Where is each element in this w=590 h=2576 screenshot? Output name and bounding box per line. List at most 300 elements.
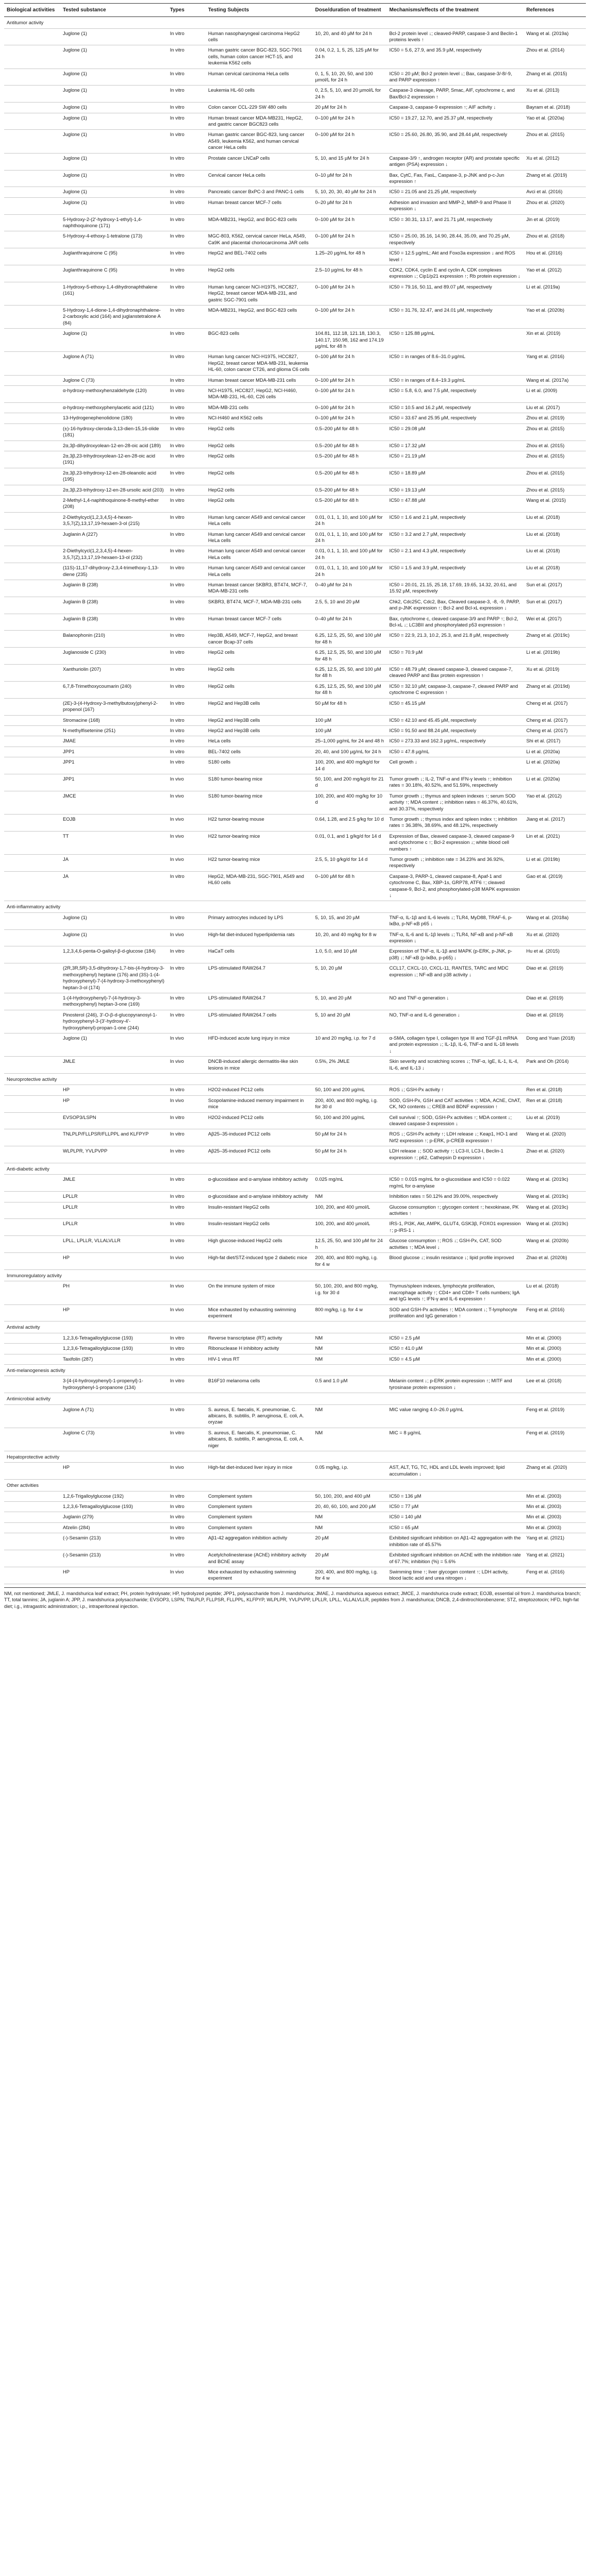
cell-mechanism: ROS ↓; GSH-Px activity ↑; LDH release ↓; Keap1, HO-1 and Nrf2 expression ↑; p-ERK, p-CREB expression ↑ — [387, 1129, 524, 1146]
cell-reference: Feng et al. (2016) — [524, 1567, 586, 1584]
section-title: Antiviral activity — [4, 1321, 586, 1333]
cell-mechanism: IC50 = 12.5 µg/mL; Akt and Foxo3a expression ↓ and ROS level ↑ — [387, 248, 524, 265]
cell-subjects: HepG2 cells — [206, 648, 313, 665]
cell-activity — [4, 580, 60, 597]
cell-type: In vitro — [167, 1428, 206, 1451]
table-row — [4, 1533, 586, 1550]
cell-mechanism: Glucose consumption ↑; ROS ↓; GSH-Px, CAT, SOD activities ↑; MDA level ↓ — [387, 1236, 524, 1253]
cell-activity — [4, 231, 60, 248]
cell-reference: Zhou et al. (2019) — [524, 413, 586, 423]
cell-reference: Wang et al. (2020) — [524, 1129, 586, 1146]
cell-reference: Li et al. (2020a) — [524, 757, 586, 774]
section-title: Neuroprotective activity — [4, 1073, 586, 1084]
cell-reference: Liu et al. (2018) — [524, 563, 586, 580]
cell-mechanism: Chk2, Cdc25C, Cdc2, Bax, Cleaved caspase-3, -8, -9, PARP, and p-JNK expression ↑; Bcl-2 and Bcl-xL expression ↓ — [387, 597, 524, 614]
section-row — [4, 1163, 586, 1175]
cell-reference: Li et al. (2019b) — [524, 855, 586, 872]
cell-type: In vitro — [167, 580, 206, 597]
cell-subjects: High-fat diet-induced liver injury in mice — [206, 1463, 313, 1480]
cell-subjects: BEL-7402 cells — [206, 747, 313, 757]
cell-substance: JPP1 — [60, 774, 167, 791]
cell-activity — [4, 681, 60, 698]
table-row — [4, 1567, 586, 1584]
table-row — [4, 1333, 586, 1343]
cell-activity — [4, 1333, 60, 1343]
cell-activity — [4, 1175, 60, 1192]
table-row — [4, 1057, 586, 1074]
cell-mechanism: IC50 = 140 µM — [387, 1512, 524, 1522]
cell-activity — [4, 1146, 60, 1163]
cell-reference: Yang et al. (2021) — [524, 1533, 586, 1550]
cell-mechanism: IC50 = 45.15 µM — [387, 698, 524, 715]
cell-dose: 0.025 mg/mL — [313, 1175, 387, 1192]
cell-substance: JA — [60, 871, 167, 901]
cell-mechanism: IC50 = 21.19 µM — [387, 451, 524, 468]
table-row — [4, 265, 586, 282]
table-row — [4, 1253, 586, 1270]
cell-activity — [4, 440, 60, 451]
cell-type: In vivo — [167, 929, 206, 946]
cell-reference: Dong and Yuan (2018) — [524, 1033, 586, 1056]
table-row — [4, 725, 586, 736]
cell-activity — [4, 747, 60, 757]
cell-activity — [4, 1512, 60, 1522]
cell-subjects: Human breast cancer MDA-MB-231 cells — [206, 375, 313, 385]
cell-dose: 104.81, 112.18, 121.18, 130.3, 140.17, 150.98, 162 and 174.19 µg/mL for 48 h — [313, 329, 387, 352]
cell-type: In vitro — [167, 306, 206, 329]
cell-type: In vitro — [167, 495, 206, 512]
cell-activity — [4, 1112, 60, 1129]
table-row — [4, 282, 586, 305]
cell-mechanism: IC50 = in ranges of 8.6–31.0 µg/mL — [387, 352, 524, 375]
cell-reference: Yao et al. (2020a) — [524, 113, 586, 130]
section-title: Antitumor activity — [4, 17, 586, 28]
cell-mechanism: IC50 = 91.50 and 88.24 µM, respectively — [387, 725, 524, 736]
cell-mechanism: IC50 = 20.01, 21.15, 25.18, 17.69, 19.65, 14.32, 20.61, and 15.92 µM, respectively — [387, 580, 524, 597]
cell-reference: Cheng et al. (2017) — [524, 725, 586, 736]
cell-substance: Juglone (1) — [60, 130, 167, 153]
cell-dose: 0.5–200 µM for 48 h — [313, 440, 387, 451]
cell-mechanism: IC50 = 2.1 and 4.3 µM, respectively — [387, 546, 524, 563]
cell-activity — [4, 69, 60, 86]
cell-substance: 5-Hydroxy-1,4-dione-1,4-dihydronaphthalene-2-carboxylic acid (164) and juglanstetralone A (84) — [60, 306, 167, 329]
cell-reference: Xu et al. (2012) — [524, 153, 586, 170]
cell-reference: Li et al. (2020a) — [524, 774, 586, 791]
cell-substance: LPLL, LPLLR, VLLALVLLR — [60, 1236, 167, 1253]
cell-dose: 0.01, 0.1, 1, 10, and 100 µM for 24 h — [313, 529, 387, 546]
cell-reference: Zhao et al. (2020) — [524, 1146, 586, 1163]
cell-subjects: Human lung cancer A549 and cervical cancer HeLa cells — [206, 546, 313, 563]
cell-reference: Yao et al. (2012) — [524, 791, 586, 814]
table-row — [4, 1376, 586, 1393]
cell-type: In vivo — [167, 1304, 206, 1321]
table-row — [4, 375, 586, 385]
cell-dose: 50 µM for 24 h — [313, 1146, 387, 1163]
cell-substance: Juglanin A (227) — [60, 529, 167, 546]
cell-subjects: MGC-803, K562, cervical cancer HeLa, A549, Ca9K and placental choriocarcinoma JAR cells — [206, 231, 313, 248]
cell-reference: Wang et al. (2019c) — [524, 1202, 586, 1219]
cell-substance: LPLLR — [60, 1192, 167, 1202]
cell-dose: 0.05 mg/kg, i.p. — [313, 1463, 387, 1480]
cell-type: In vitro — [167, 187, 206, 197]
cell-type: In vitro — [167, 681, 206, 698]
cell-reference: Wang et al. (2017a) — [524, 375, 586, 385]
cell-type: In vitro — [167, 451, 206, 468]
cell-mechanism: NO, TNF-α and IL-6 generation ↓ — [387, 1010, 524, 1033]
cell-reference: Min et al. (2000) — [524, 1344, 586, 1354]
cell-mechanism: NO and TNF-α generation ↓ — [387, 993, 524, 1010]
cell-type: In vivo — [167, 1281, 206, 1304]
cell-dose: 5, 10, and 15 µM for 24 h — [313, 153, 387, 170]
cell-type: In vitro — [167, 1376, 206, 1393]
cell-mechanism: IC50 = 79.16, 50.11, and 89.07 µM, respectively — [387, 282, 524, 305]
cell-type: In vivo — [167, 791, 206, 814]
cell-subjects: MDA-MB231, HepG2, and BGC-823 cells — [206, 306, 313, 329]
cell-activity — [4, 831, 60, 854]
cell-type: In vivo — [167, 855, 206, 872]
section-title: Hepatoprotective activity — [4, 1451, 586, 1463]
cell-reference: Avci et al. (2016) — [524, 187, 586, 197]
cell-reference: Liu et al. (2018) — [524, 546, 586, 563]
cell-type: In vitro — [167, 563, 206, 580]
cell-reference: Zhang et al. (2020) — [524, 1463, 586, 1480]
cell-substance: TT — [60, 831, 167, 854]
cell-type: In vitro — [167, 153, 206, 170]
cell-reference: Wei et al. (2017) — [524, 614, 586, 631]
cell-activity — [4, 855, 60, 872]
cell-subjects: HepG2 cells — [206, 485, 313, 495]
cell-activity — [4, 1253, 60, 1270]
cell-reference: Diao et al. (2019) — [524, 963, 586, 993]
cell-dose: 0.5–200 µM for 48 h — [313, 495, 387, 512]
cell-reference: Yao et al. (2012) — [524, 265, 586, 282]
cell-type: In vitro — [167, 45, 206, 69]
table-row — [4, 1033, 586, 1056]
cell-activity — [4, 1491, 60, 1501]
cell-mechanism: IC50 = 42.10 and 45.45 µM, respectively — [387, 715, 524, 725]
table-row — [4, 248, 586, 265]
cell-substance: Juglone A (71) — [60, 1404, 167, 1428]
cell-subjects: Mice exhausted by exhausting swimming experiment — [206, 1304, 313, 1321]
cell-mechanism: IC50 = 48.79 µM; cleaved caspase-3, cleaved caspase-7, cleaved PARP and Bax protein expression ↑ — [387, 665, 524, 682]
cell-dose: 6.25, 12.5, 25, 50, and 100 µM for 48 h — [313, 648, 387, 665]
cell-activity — [4, 1057, 60, 1074]
cell-type: In vivo — [167, 1253, 206, 1270]
cell-substance: HP — [60, 1253, 167, 1270]
cell-substance: Juglone (1) — [60, 187, 167, 197]
cell-mechanism: IC50 = 10.5 and 16.2 µM, respectively — [387, 402, 524, 413]
table-row — [4, 681, 586, 698]
cell-reference: Zhou et al. (2015) — [524, 468, 586, 485]
cell-subjects: Human breast cancer MCF-7 cells — [206, 197, 313, 214]
section-title: Anti-diabetic activity — [4, 1163, 586, 1175]
cell-mechanism: Bcl-2 protein level ↓; cleaved-PARP, caspase-3 and Beclin-1 proteins levels ↑ — [387, 28, 524, 45]
cell-subjects: Scopolamine-induced memory impairment in mice — [206, 1095, 313, 1112]
cell-mechanism: IC50 = 33.67 and 25.95 µM, respectively — [387, 413, 524, 423]
section-title: Other activities — [4, 1480, 586, 1491]
cell-activity — [4, 1550, 60, 1567]
cell-dose: 0–100 µM for 24 h — [313, 231, 387, 248]
cell-reference: Feng et al. (2019) — [524, 1428, 586, 1451]
cell-mechanism: Caspase-3/9 ↑, androgen receptor (AR) and prostate specific antigen (PSA) expression ↓ — [387, 153, 524, 170]
cell-activity — [4, 402, 60, 413]
table-row — [4, 1512, 586, 1522]
cell-mechanism: Glucose consumption ↑; glycogen content ↑; hexokinase, PK activities ↑ — [387, 1202, 524, 1219]
cell-substance: WLPLPR, YVLPVPP — [60, 1146, 167, 1163]
table-row — [4, 1236, 586, 1253]
cell-subjects: HepG2 and BEL-7402 cells — [206, 248, 313, 265]
cell-mechanism: Tumor growth ↓; thymus index and spleen index ↑; inhibition rates = 36.38%, 38.69%, and 48.12%, respectively — [387, 814, 524, 831]
cell-type: In vitro — [167, 197, 206, 214]
cell-activity — [4, 103, 60, 113]
cell-reference: Min et al. (2000) — [524, 1333, 586, 1343]
cell-subjects: B16F10 melanoma cells — [206, 1376, 313, 1393]
cell-reference: Feng et al. (2016) — [524, 1304, 586, 1321]
cell-type: In vitro — [167, 912, 206, 929]
cell-reference: Zhang et al. (2019) — [524, 170, 586, 187]
cell-type: In vitro — [167, 130, 206, 153]
cell-substance: JMCE — [60, 791, 167, 814]
cell-reference: Feng et al. (2019) — [524, 1404, 586, 1428]
table-row — [4, 1202, 586, 1219]
cell-substance: TNLPLP/FLLPSR/FLLPPL and KLFPYP — [60, 1129, 167, 1146]
cell-substance: 2α,3β,23-trihydroxyolean-12-en-28-oic acid (191) — [60, 451, 167, 468]
cell-mechanism: IC50 = 20 µM; Bcl-2 protein level ↓; Bax, caspase-3/-8/-9, and PARP expression ↑ — [387, 69, 524, 86]
table-row — [4, 130, 586, 153]
table-row — [4, 929, 586, 946]
cell-activity — [4, 113, 60, 130]
cell-reference: Min et al. (2003) — [524, 1491, 586, 1501]
cell-subjects: HepG2 cells — [206, 681, 313, 698]
cell-substance: HP — [60, 1463, 167, 1480]
cell-activity — [4, 529, 60, 546]
cell-subjects: HeLa cells — [206, 736, 313, 747]
cell-reference: Li et al. (2019b) — [524, 648, 586, 665]
cell-dose: 5, 10, 20 µM — [313, 963, 387, 993]
cell-dose: 0–100 µM for 24 h — [313, 386, 387, 403]
cell-subjects: LPS-stimulated RAW264.7 — [206, 963, 313, 993]
cell-substance: (2R,3R,5R)-3,5-dihydroxy-1,7-bis-(4-hydroxy-3-methoxyphenyl) heptane (176) and (3S)-1-(4-hydroxyphenyl)-7-(4-hydroxy-3-methoxyphenyl) heptan-3-ol (174) — [60, 963, 167, 993]
section-row — [4, 17, 586, 28]
cell-activity — [4, 725, 60, 736]
table-row — [4, 831, 586, 854]
cell-substance: JMLE — [60, 1057, 167, 1074]
cell-mechanism: IC50 = 5.6, 27.9, and 35.9 µM, respectively — [387, 45, 524, 69]
cell-mechanism: TNF-α, IL-1β and IL-6 levels ↓; TLR4, MyD88, TRAF-6, p-IκBα, p-NF-κB p65 ↓ — [387, 912, 524, 929]
cell-subjects: Complement system — [206, 1502, 313, 1512]
cell-type: In vitro — [167, 248, 206, 265]
cell-mechanism: Melanin content ↓; p-ERK protein expression ↑; MITF and tyrosinase protein expression ↓ — [387, 1376, 524, 1393]
cell-dose: 50 µM for 24 h — [313, 1129, 387, 1146]
cell-dose: 0–100 µM for 24 h — [313, 113, 387, 130]
cell-reference: Li et al. (2019a) — [524, 282, 586, 305]
cell-subjects: HepG2 and Hep3B cells — [206, 698, 313, 715]
cell-subjects: Leukemia HL-60 cells — [206, 86, 313, 103]
cell-mechanism: Caspase-3, caspase-9 expression ↑; AIF activity ↓ — [387, 103, 524, 113]
table-row — [4, 855, 586, 872]
cell-activity — [4, 563, 60, 580]
cell-mechanism: IC50 = 17.32 µM — [387, 440, 524, 451]
cell-mechanism: Skin severity and scratching scores ↓; TNF-α, IgE, IL-1, IL-4, IL-6, and IL-13 ↓ — [387, 1057, 524, 1074]
cell-type: In vitro — [167, 757, 206, 774]
table-row — [4, 495, 586, 512]
cell-subjects: BGC-823 cells — [206, 329, 313, 352]
cell-substance: Juglanin (279) — [60, 1512, 167, 1522]
cell-subjects: MDA-MB231, HepG2, and BGC-823 cells — [206, 214, 313, 231]
cell-subjects: LPS-stimulated RAW264.7 — [206, 993, 313, 1010]
table-row — [4, 912, 586, 929]
cell-mechanism: IC50 = 22.9, 21.3, 10.2, 25.3, and 21.8 µM, respectively — [387, 631, 524, 648]
cell-type: In vitro — [167, 946, 206, 963]
cell-type: In vitro — [167, 113, 206, 130]
cell-subjects: HepG2 and Hep3B cells — [206, 715, 313, 725]
cell-subjects: High-fat diet-induced hyperlipidemia rats — [206, 929, 313, 946]
cell-substance: PH — [60, 1281, 167, 1304]
cell-dose: 6.25, 12.5, 25, 50, and 100 µM for 48 h — [313, 631, 387, 648]
cell-reference: Shi et al. (2017) — [524, 736, 586, 747]
col-header-substance: Tested substance — [60, 4, 167, 17]
cell-mechanism: Tumor growth ↓; thymus and spleen indexes ↑; serum SOD activity ↑; MDA content ↓; inhibition rates = 46.37%, 40.61%, and 30.37%, respectively — [387, 791, 524, 814]
cell-type: In vitro — [167, 28, 206, 45]
cell-substance: (-)-Sesamin (213) — [60, 1533, 167, 1550]
cell-substance: (±)-16-hydroxy-cleroda-3,13-dien-15,16-olide (181) — [60, 423, 167, 440]
table-row — [4, 386, 586, 403]
cell-subjects: Human lung cancer A549 and cervical cancer HeLa cells — [206, 563, 313, 580]
cell-dose: 800 mg/kg, i.g. for 4 w — [313, 1304, 387, 1321]
cell-dose: NM — [313, 1333, 387, 1343]
cell-subjects: HFD-induced acute lung injury in mice — [206, 1033, 313, 1056]
cell-activity — [4, 451, 60, 468]
cell-dose: 6.25, 12.5, 25, 50, and 100 µM for 48 h — [313, 681, 387, 698]
cell-reference: Bayram et al. (2018) — [524, 103, 586, 113]
table-row — [4, 1281, 586, 1304]
cell-activity — [4, 248, 60, 265]
col-header-mechanisms: Mechanisms/effects of the treatment — [387, 4, 524, 17]
cell-reference: Xu et al. (2020) — [524, 929, 586, 946]
cell-activity — [4, 86, 60, 103]
cell-subjects: Aβ25–35-induced PC12 cells — [206, 1146, 313, 1163]
table-row — [4, 1404, 586, 1428]
table-row — [4, 648, 586, 665]
cell-type: In vitro — [167, 1146, 206, 1163]
cell-substance: LPLLR — [60, 1202, 167, 1219]
table-row — [4, 1095, 586, 1112]
cell-subjects: High-fat diet/STZ-induced type 2 diabetic mice — [206, 1253, 313, 1270]
cell-type: In vitro — [167, 1175, 206, 1192]
cell-activity — [4, 597, 60, 614]
cell-dose: 10, 20, and 40 mg/kg for 8 w — [313, 929, 387, 946]
table-row — [4, 1463, 586, 1480]
cell-activity — [4, 715, 60, 725]
cell-type: In vitro — [167, 265, 206, 282]
cell-subjects: Colon cancer CCL-229 SW 480 cells — [206, 103, 313, 113]
cell-dose: NM — [313, 1344, 387, 1354]
cell-substance: 1,2,3,6-Tetragalloylglucose (193) — [60, 1344, 167, 1354]
cell-reference: Sun et al. (2017) — [524, 580, 586, 597]
section-row — [4, 1393, 586, 1404]
cell-substance: LPLLR — [60, 1219, 167, 1236]
table-row — [4, 1010, 586, 1033]
cell-activity — [4, 1281, 60, 1304]
cell-dose: 0–100 µM for 24 h — [313, 282, 387, 305]
cell-subjects: MDA-MB-231 cells — [206, 402, 313, 413]
table-row — [4, 757, 586, 774]
table-row — [4, 468, 586, 485]
cell-substance: Taxifolin (287) — [60, 1354, 167, 1364]
cell-substance: 13-Hydrogenephenolidone (180) — [60, 413, 167, 423]
cell-reference: Zhang et al. (2019d) — [524, 681, 586, 698]
cell-dose: 10, 20, and 40 µM for 24 h — [313, 28, 387, 45]
cell-mechanism: Blood glucose ↓; insulin resistance ↓; lipid profile improved — [387, 1253, 524, 1270]
table-row — [4, 45, 586, 69]
cell-dose: 0, 2.5, 5, 10, and 20 µmol/L for 24 h — [313, 86, 387, 103]
cell-reference: Wang et al. (2019c) — [524, 1192, 586, 1202]
cell-mechanism: Bax, CytC, Fas, FasL, Caspase-3, p-JNK and p-c-Jun expression ↑ — [387, 170, 524, 187]
cell-dose: 0–10 µM for 24 h — [313, 170, 387, 187]
cell-dose: 6.25, 12.5, 25, 50, and 100 µM for 48 h — [313, 665, 387, 682]
cell-dose: NM — [313, 1404, 387, 1428]
cell-reference: Cheng et al. (2017) — [524, 698, 586, 715]
cell-substance: Juglone (1) — [60, 113, 167, 130]
cell-substance: 1-Hydroxy-5-ethoxy-1,4-dihydronaphthalene (161) — [60, 282, 167, 305]
cell-dose: 1.25–20 µg/mL for 48 h — [313, 248, 387, 265]
cell-substance: 6,7,8-Trimethoxycoumarin (240) — [60, 681, 167, 698]
cell-subjects: Hep3B, A549, MCF-7, HepG2, and breast cancer Bcap-37 cells — [206, 631, 313, 648]
cell-mechanism: Cell growth ↓ — [387, 757, 524, 774]
cell-activity — [4, 170, 60, 187]
section-title: Immunoregulatory activity — [4, 1269, 586, 1281]
cell-reference: Yao et al. (2020b) — [524, 306, 586, 329]
cell-type: In vitro — [167, 529, 206, 546]
cell-substance: JPP1 — [60, 757, 167, 774]
cell-subjects: Human breast cancer SKBR3, BT474, MCF-7, MDA-MB-231 cells — [206, 580, 313, 597]
cell-mechanism: Cell survival ↑; SOD, GSH-Px activities ↑; MDA content ↓; cleaved caspase-3 expression ↓ — [387, 1112, 524, 1129]
cell-type: In vivo — [167, 1095, 206, 1112]
table-row — [4, 197, 586, 214]
cell-dose: 2.5–10 µg/mL for 48 h — [313, 265, 387, 282]
cell-activity — [4, 648, 60, 665]
cell-substance: 2-Methyl-1,4-naphthoquinone-8-methyl-ether (208) — [60, 495, 167, 512]
cell-dose: 0.5–200 µM for 48 h — [313, 485, 387, 495]
cell-substance: Juglone (1) — [60, 197, 167, 214]
cell-reference: Wang et al. (2019c) — [524, 1219, 586, 1236]
table-row — [4, 86, 586, 103]
cell-type: In vitro — [167, 1333, 206, 1343]
cell-activity — [4, 963, 60, 993]
table-row — [4, 231, 586, 248]
cell-subjects: Complement system — [206, 1512, 313, 1522]
cell-substance: Juglanin B (238) — [60, 580, 167, 597]
table-row — [4, 1502, 586, 1512]
cell-mechanism: IC50 = 1.5 and 3.9 µM, respectively — [387, 563, 524, 580]
cell-activity — [4, 306, 60, 329]
cell-subjects: Insulin-resistant HepG2 cells — [206, 1202, 313, 1219]
cell-dose: 0–100 µM for 24 h — [313, 130, 387, 153]
cell-substance: Stromacine (168) — [60, 715, 167, 725]
cell-reference: Li et al. (2009) — [524, 386, 586, 403]
cell-subjects: HepG2 and Hep3B cells — [206, 725, 313, 736]
cell-substance: 2α,3β,23-trihydroxy-12-en-28-oleanolic acid (195) — [60, 468, 167, 485]
cell-dose: NM — [313, 1354, 387, 1364]
table-row — [4, 963, 586, 993]
cell-reference: Ren et al. (2018) — [524, 1095, 586, 1112]
cell-substance: 2-Diethylcycl(1,2,3,4,5)-4-hexen-3,5,7(Z),13,17,19-hexaen-3-ol (215) — [60, 512, 167, 529]
table-row — [4, 440, 586, 451]
cell-substance: α-hydroxy-methoxyhenzaldehyde (120) — [60, 386, 167, 403]
cell-subjects: Human lung cancer A549 and cervical cancer HeLa cells — [206, 512, 313, 529]
col-header-subjects: Testing Subjects — [206, 4, 313, 17]
cell-mechanism: IC50 = 47.88 µM — [387, 495, 524, 512]
